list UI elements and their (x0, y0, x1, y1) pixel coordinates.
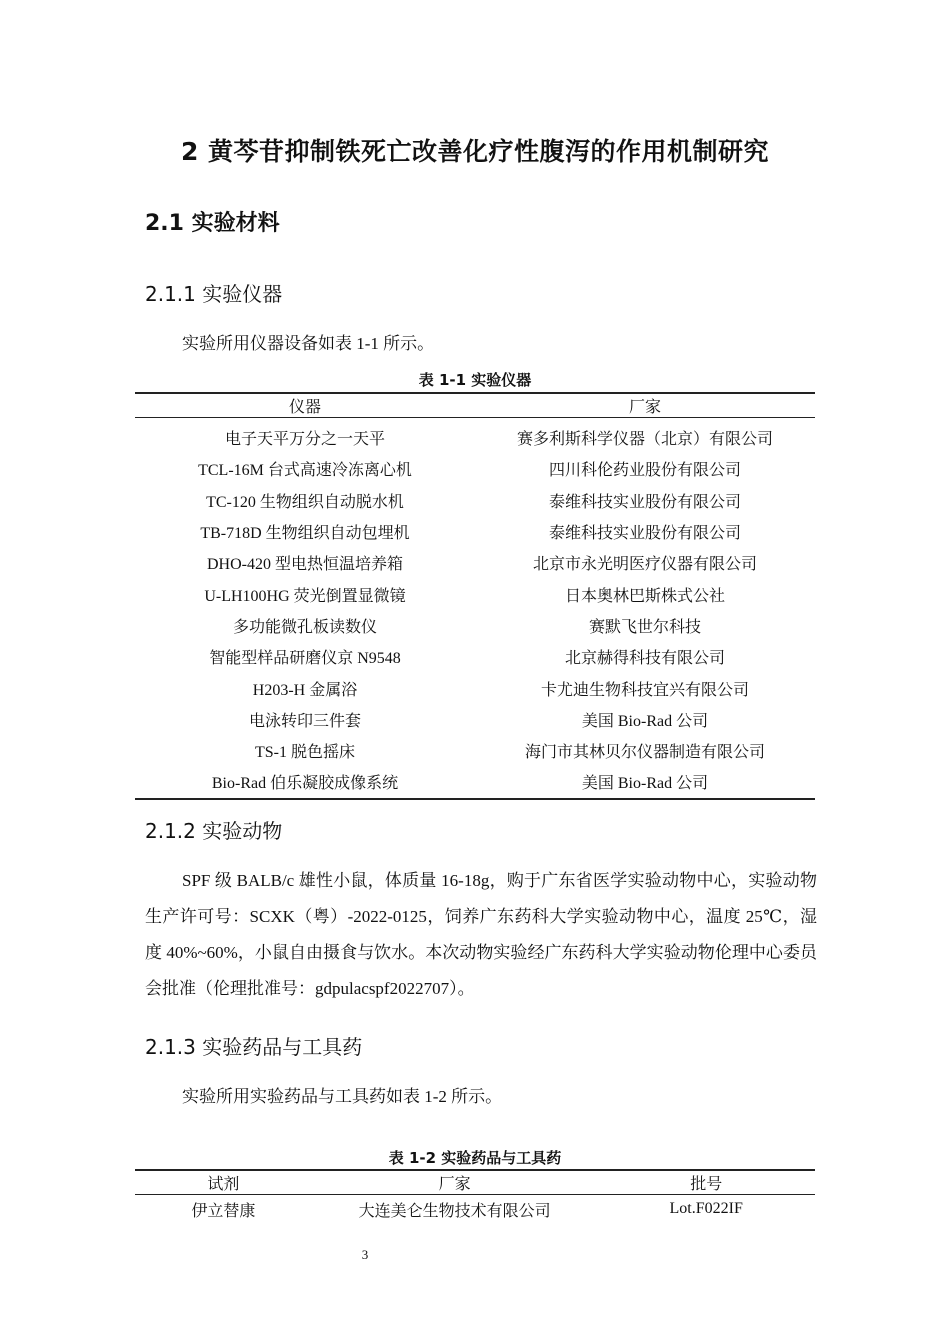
table-cell: DHO-420 型电热恒温培养箱 (207, 556, 403, 574)
table-cell: 卡尤迪生物科技宜兴有限公司 (540, 681, 749, 699)
table-row (135, 766, 815, 798)
table-header-cell: 厂家 (312, 1170, 598, 1195)
table-cell: 美国 Bio-Rad 公司 (581, 775, 709, 793)
subsection-heading-2-1-3: 2.1.3 实验药品与工具药 (145, 1035, 363, 1059)
table-cell: 多功能微孔板读数仪 (232, 618, 377, 636)
table-header-cell: 批号 (597, 1170, 815, 1195)
table-cell: 智能型样品研磨仪京 N9548 (209, 650, 401, 668)
table-cell: 赛默飞世尔科技 (588, 618, 701, 636)
table-cell: 北京市永光明医疗仪器有限公司 (532, 556, 757, 574)
table-row (135, 1195, 815, 1224)
table-cell: 海门市其林贝尔仪器制造有限公司 (524, 744, 765, 762)
table-cell: 美国 Bio-Rad 公司 (581, 712, 709, 730)
table-row (135, 672, 815, 703)
table-row (135, 547, 815, 578)
table-cell: 泰维科技实业股份有限公司 (548, 493, 741, 511)
table-header-cell: 厂家 (475, 393, 815, 418)
table-row (135, 485, 815, 516)
table-cell: 北京赫得科技有限公司 (564, 650, 725, 668)
table-cell: TCL-16M 台式高速冷冻离心机 (198, 462, 412, 480)
table-cell: 电子天平万分之一天平 (224, 431, 385, 449)
table-row (135, 516, 815, 547)
instruments-table (135, 392, 815, 800)
table-row (135, 418, 815, 454)
table-cell: TC-120 生物组织自动脱水机 (206, 493, 404, 511)
table2-caption: 表 1-2 实验药品与工具药 (388, 1149, 562, 1167)
table-cell: 赛多利斯科学仪器（北京）有限公司 (516, 431, 773, 449)
paragraph-drugs: 实验所用实验药品与工具药如表 1-2 所示。 (182, 1087, 503, 1106)
table-cell: U-LH100HG 荧光倒置显微镜 (204, 587, 406, 605)
table1-caption: 表 1-1 实验仪器 (418, 371, 532, 389)
table-header-cell: 试剂 (135, 1170, 312, 1195)
table-cell: TB-718D 生物组织自动包埋机 (200, 525, 410, 543)
table-cell: 日本奥林巴斯株式公社 (564, 587, 725, 605)
chapter-title: 2 黄芩苷抑制铁死亡改善化疗性腹泻的作用机制研究 (180, 137, 770, 166)
table-cell: 泰维科技实业股份有限公司 (548, 525, 741, 543)
table-cell: 伊立替康 (191, 1202, 256, 1220)
subsection-heading-2-1-1: 2.1.1 实验仪器 (145, 282, 283, 306)
page-number: 3 (361, 1247, 369, 1262)
table-cell: TS-1 脱色摇床 (254, 744, 355, 762)
table-row (135, 735, 815, 766)
table-row (135, 610, 815, 641)
table-cell: Bio-Rad 伯乐凝胶成像系统 (211, 775, 399, 793)
table-row (135, 704, 815, 735)
subsection-heading-2-1-2: 2.1.2 实验动物 (145, 819, 283, 843)
table-cell: H203-H 金属浴 (252, 681, 358, 699)
table-row (135, 578, 815, 609)
table-cell: 电泳转印三件套 (248, 712, 361, 730)
table-cell: Lot.F022IF (669, 1200, 743, 1217)
table-header-row (135, 1170, 815, 1195)
paragraph-animals: SPF 级 BALB/c 雄性小鼠，体质量 16-18g，购于广东省医学实验动物中心，实验动物生产许可号：SCXK（粤）-2022-0125，饲养广东药科大学实验动物中心，温度 25℃，湿度 40%~60%，小鼠自由摄食与饮水。本次动物实验经广东药科大学实验动物伦理中心委员会批准（伦理批准号：gdpulacspf2022707）。 (145, 871, 817, 998)
table-header-row (135, 393, 815, 418)
table-header-cell: 仪器 (135, 393, 475, 418)
drugs-table (135, 1169, 815, 1223)
table-cell: 大连美仑生物技术有限公司 (358, 1202, 551, 1220)
section-heading-2-1: 2.1 实验材料 (145, 211, 280, 236)
table-row (135, 453, 815, 484)
table-row (135, 641, 815, 672)
table-cell: 四川科伦药业股份有限公司 (548, 462, 741, 480)
paragraph-instruments: 实验所用仪器设备如表 1-1 所示。 (182, 334, 435, 353)
